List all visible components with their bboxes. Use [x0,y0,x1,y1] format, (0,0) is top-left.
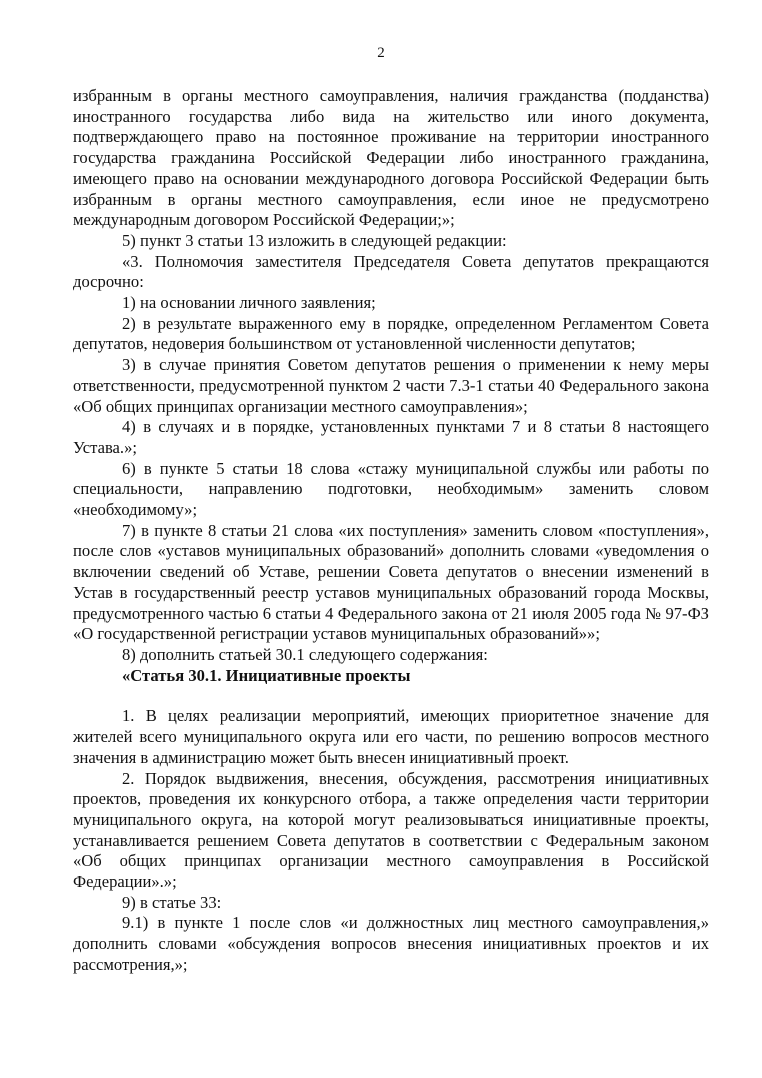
paragraph-subitem-1: 1) на основании личного заявления; [122,293,376,313]
article-clause-1: 1. В целях реализации мероприятий, имеющих приоритетное значение для жителей всего муниципального округа или его части, по решению вопросов местного значения в администрацию может быть внесен инициативный проект. [73,706,709,767]
paragraph-subitem-2: 2) в результате выраженного ему в порядке, определенном Регламентом Совета депутатов, недоверия большинством от установленной численности депутатов; [73,313,709,354]
article-clause-2: 2. Порядок выдвижения, внесения, обсуждения, рассмотрения инициативных проектов, проведения их конкурсного отбора, а также определения части территории муниципального округа, на которой могут реализовываться инициативные проекты, устанавливается решением Совета депутатов в соответствии с Федеральным законом «Об общих принципах организации местного самоуправления в Российской Федерации».»; [73,768,709,892]
paragraph-subitem-3: 3) в случае принятия Советом депутатов решения о применении к нему меры ответственности, предусмотренной пунктом 2 части 7.3-1 статьи 40 Федерального закона «Об общих принципах организации местного самоуправления»; [73,355,709,416]
paragraph-item-7: 7) в пункте 8 статьи 21 слова «их поступления» заменить словом «поступления», после слов «уставов муниципальных образований» дополнить словами «уведомления о включении сведений об Уставе, решении Совета депутатов о внесении изменений в Устав в государственный реестр уставов муниципальных образований города Москвы, предусмотренного частью 6 статьи 4 Федерального закона от 21 июля 2005 года № 97-ФЗ «О государственной регистрации уставов муниципальных образований»»; [73,520,709,644]
paragraph-subitem-4: 4) в случаях и в порядке, установленных пунктами 7 и 8 статьи 8 настоящего Устава.»; [73,417,709,457]
paragraph-item-9: 9) в статье 33: [122,892,222,912]
paragraph-subitem-9-1: 9.1) в пункте 1 после слов «и должностных лиц местного самоуправления,» дополнить словами «обсуждения вопросов внесения инициативных проектов и их рассмотрения,»; [73,913,709,974]
article-heading: «Статья 30.1. Инициативные проекты [122,665,411,685]
paragraph-item-6: 6) в пункте 5 статьи 18 слова «стажу муниципальной службы или работы по специальности, направлению подготовки, необходимым» заменить словом «необходимому»; [73,458,709,520]
document-body [73,86,709,976]
page-number: 2 [377,45,385,61]
paragraph-item-8: 8) дополнить статьей 30.1 следующего содержания: [122,644,488,664]
paragraph-item-5: 5) пункт 3 статьи 13 изложить в следующей редакции: [122,230,507,250]
heading-spacer [73,686,709,706]
paragraph-continuation: избранным в органы местного самоуправления, наличия гражданства (подданства) иностранного государства либо вида на жительство или иного документа, подтверждающего право на постоянное проживание на территории иностранного государства гражданина Российской Федерации либо иностранного гражданина, имеющего право на основании международного договора Российской Федерации быть избранным в органы местного самоуправления, если иное не предусмотрено международным договором Российской Федерации;»; [73,86,709,230]
paragraph-quote-start: «3. Полномочия заместителя Председателя Совета депутатов прекращаются досрочно: [73,251,709,292]
